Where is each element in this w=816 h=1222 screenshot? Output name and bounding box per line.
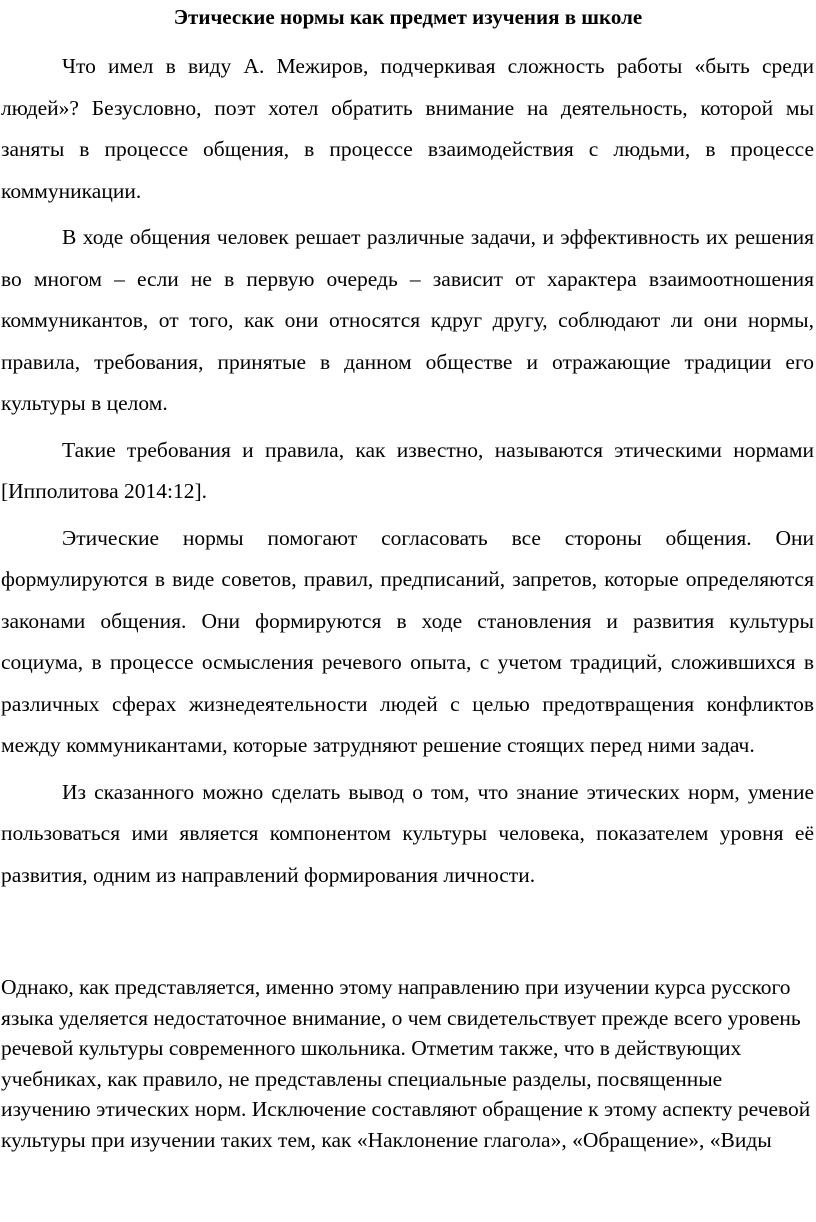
paragraph-2: В ходе общения человек решает различные задачи, и эффективность их решения во многом – если не в первую очередь – зависит от характера взаимоотношения коммуникантов, от того, как они относятся кдруг другу, соблюдают ли они нормы, правила, требования, принятые в данном обществе и отражающие традиции его культуры в целом. <box>1 225 814 415</box>
paragraph-3: Такие требования и правила, как известно, называются этическими нормами [Ипполитова 2014:12]. <box>1 437 814 503</box>
paragraph-4: Этические нормы помогают согласовать все стороны общения. Они формулируются в виде советов, правил, предписаний, запретов, которые определяются законами общения. Они формируются в ходе становления и развития культуры социума, в процессе осмысления речевого опыта, с учетом традиций, сложившихся в различных сферах жизнедеятельности людей с целью предотвращения конфликтов между коммуникантами, которые затрудняют решение стоящих перед ними задач. <box>1 525 814 757</box>
document-body <box>1 46 814 901</box>
paragraph-6: Однако, как представляется, именно этому направлению при изучении курса русского языка уделяется недостаточное внимание, о чем свидетельствует прежде всего уровень речевой культуры современного школьника. Отметим также, что в действующих учебниках, как правило, не представлены специальные разделы, посвященные изучению этических норм. Исключение составляют обращение к этому аспекту речевой культуры при изучении таких тем, как «Наклонение глагола», «Обращение», «Виды <box>1 975 811 1152</box>
document-body-continued <box>1 972 814 1155</box>
paragraph-5: Из сказанного можно сделать вывод о том, что знание этических норм, умение пользоваться ими является компонентом культуры человека, показателем уровня её развития, одним из направлений формирования личности. <box>1 779 814 887</box>
document-title: Этические нормы как предмет изучения в школе <box>173 5 643 29</box>
paragraph-1: Что имел в виду А. Межиров, подчеркивая сложность работы «быть среди людей»? Безусловно, поэт хотел обратить внимание на деятельность, которой мы заняты в процессе общения, в процессе взаимодействия с людьми, в процессе коммуникации. <box>1 54 814 203</box>
